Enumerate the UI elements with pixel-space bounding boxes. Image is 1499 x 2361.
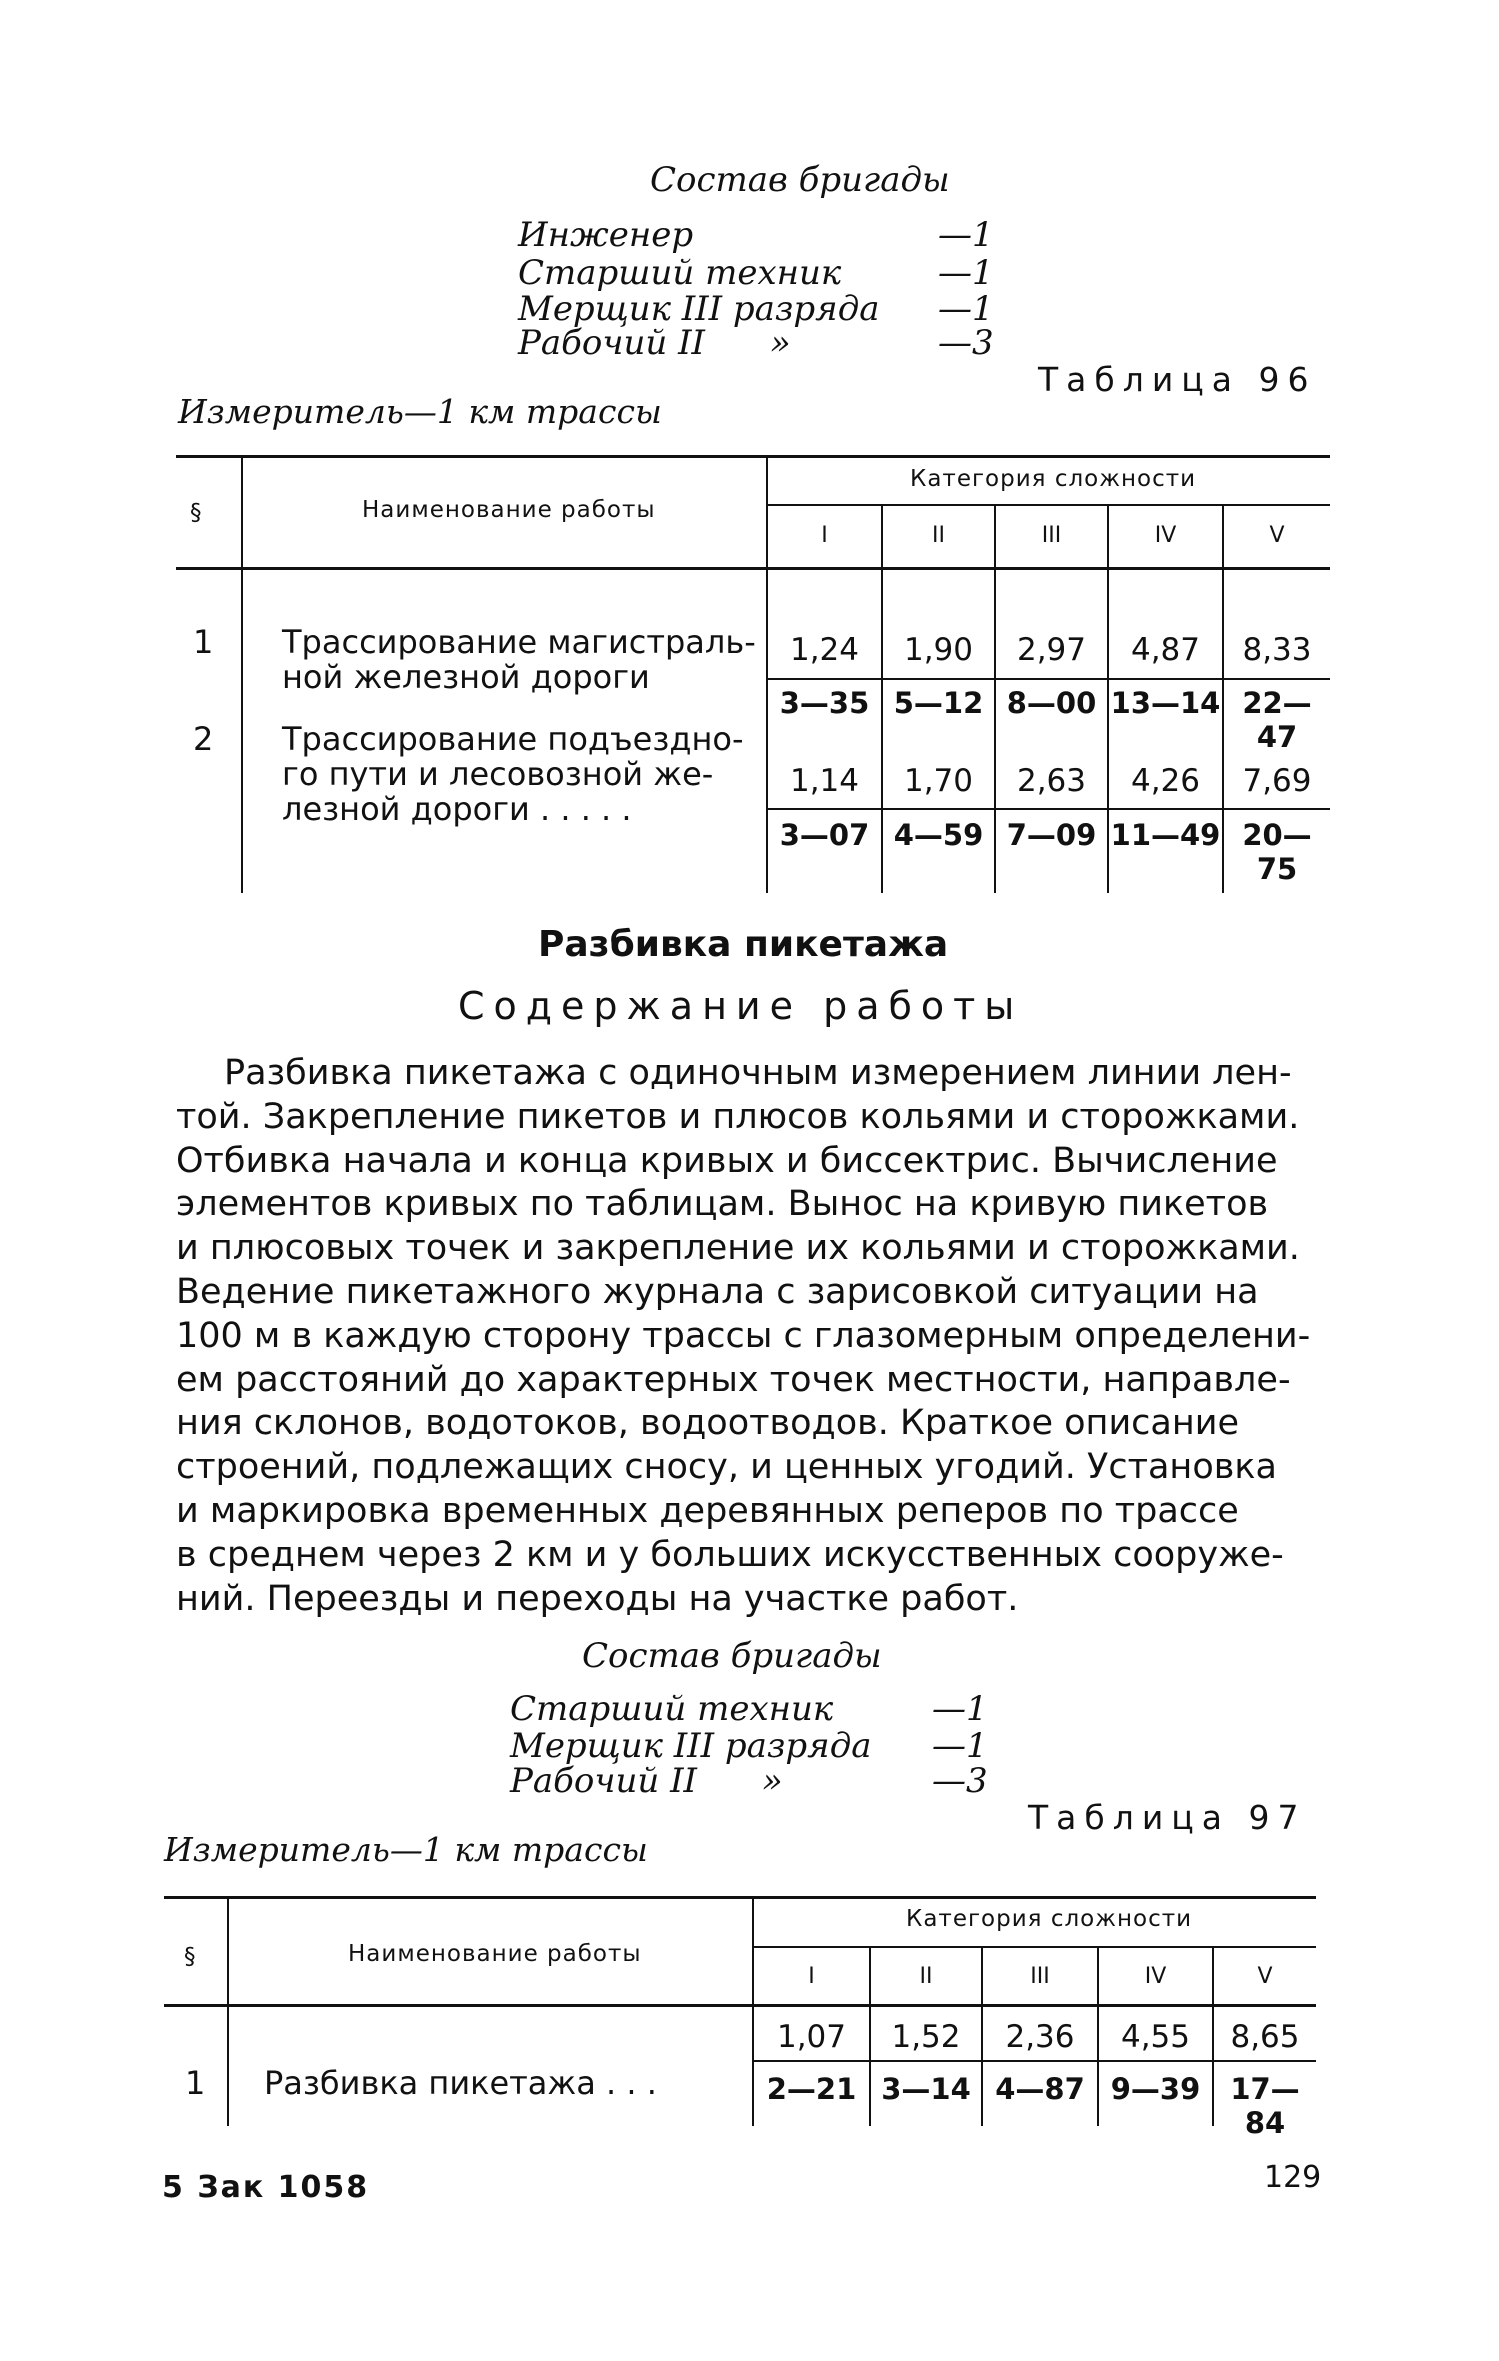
price: 3—35: [779, 686, 870, 720]
paragraph-line: и маркировка временных деревянных реперов по трассе: [176, 1490, 1239, 1531]
norm-time: 1,90: [903, 632, 974, 668]
crew-caption-bottom: Состав бригады: [582, 1636, 882, 1676]
col-header-name: Наименование работы: [348, 1941, 642, 1967]
row-number: 1: [193, 623, 214, 661]
price: 13—14: [1110, 686, 1221, 720]
table-rule: [164, 1896, 1316, 1899]
price: 9—39: [1110, 2072, 1201, 2106]
category-label: V: [1257, 1964, 1273, 1989]
row-number: 1: [185, 2064, 206, 2102]
price: 5—12: [893, 686, 984, 720]
category-label: II: [919, 1964, 933, 1989]
col-header-category: Категория сложности: [910, 466, 1197, 492]
paragraph-line: той. Закрепление пикетов и плюсов кольями и сторожками.: [176, 1096, 1300, 1137]
crew-member-name: Инженер: [518, 215, 694, 255]
col-header-num: §: [190, 500, 203, 526]
norm-time: 1,70: [903, 763, 974, 799]
price: 11—49: [1110, 818, 1221, 852]
category-label: III: [1041, 523, 1062, 548]
paragraph-line: Отбивка начала и конца кривых и биссектрис. Вычисление: [176, 1140, 1278, 1181]
price: 4—87: [995, 2072, 1085, 2106]
work-name-line: Трассирование магистраль-: [282, 623, 756, 661]
norm-time: 1,52: [891, 2019, 961, 2055]
work-name-line: лезной дороги . . . . .: [282, 790, 632, 828]
category-label: I: [821, 523, 828, 548]
crew-member-count: —1: [938, 253, 994, 293]
table-rule: [752, 2060, 1316, 2062]
norm-time: 2,63: [1016, 763, 1087, 799]
table-rule: [164, 2004, 1316, 2007]
work-name-line: ной железной дороги: [282, 658, 650, 696]
col-header-num: §: [184, 1944, 197, 1970]
col-header-name: Наименование работы: [362, 497, 656, 523]
table-label-97: Таблица 97: [1028, 1798, 1307, 1837]
category-label: V: [1269, 523, 1285, 548]
category-label: III: [1030, 1964, 1050, 1989]
table-divider: [241, 455, 243, 893]
table-label-96: Таблица 96: [1038, 360, 1317, 399]
section-subtitle: Содержание работы: [458, 984, 1024, 1028]
paragraph-line: и плюсовых точек и закрепление их кольями и сторожками.: [176, 1228, 1300, 1269]
crew-member-name: Старший техник: [510, 1689, 834, 1729]
crew-member-name: Мерщик III разряда: [518, 289, 880, 329]
norm-time: 4,87: [1130, 632, 1201, 668]
norm-time: 8,65: [1230, 2019, 1300, 2055]
paragraph-line: Ведение пикетажного журнала с зарисовкой ситуации на: [176, 1271, 1259, 1312]
crew-member-count: —1: [938, 215, 994, 255]
crew-member-count: —1: [932, 1726, 988, 1766]
price: 7—09: [1006, 818, 1097, 852]
price: 22—47: [1242, 686, 1312, 754]
price: 17—84: [1230, 2072, 1300, 2140]
category-label: II: [932, 523, 945, 548]
price: 8—00: [1006, 686, 1097, 720]
price: 3—07: [779, 818, 870, 852]
norm-time: 8,33: [1242, 632, 1312, 668]
crew-member-name: Рабочий II »: [510, 1761, 783, 1801]
col-header-category: Категория сложности: [906, 1906, 1193, 1932]
table-rule: [752, 1946, 1316, 1948]
norm-time: 2,36: [1005, 2019, 1075, 2055]
table-divider: [227, 1896, 229, 2126]
category-label: I: [808, 1964, 815, 1989]
paragraph-line: Разбивка пикетажа с одиночным измерением линии лен-: [224, 1053, 1292, 1093]
crew-member-name: Рабочий II »: [518, 323, 791, 363]
footer-print-mark: 5 Зак 1058: [162, 2170, 370, 2205]
norm-time: 2,97: [1016, 632, 1087, 668]
table-rule: [766, 504, 1330, 506]
category-label: IV: [1154, 523, 1177, 548]
paragraph-line: ния склонов, водотоков, водоотводов. Краткое описание: [176, 1403, 1240, 1444]
work-description: [176, 1052, 1346, 1621]
crew-member-name: Старший техник: [518, 253, 842, 293]
work-name-line: Разбивка пикетажа . . .: [264, 2064, 657, 2102]
crew-member-name: Мерщик III разряда: [510, 1726, 872, 1766]
crew-member-count: —3: [938, 323, 994, 363]
row-number: 2: [193, 720, 214, 758]
measure-unit-top: Измеритель—1 км трассы: [178, 392, 662, 431]
measure-unit-bottom: Измеритель—1 км трассы: [164, 1830, 648, 1869]
paragraph-line: в среднем через 2 км и у больших искусственных сооруже-: [176, 1534, 1284, 1575]
work-name-line: го пути и лесовозной же-: [282, 755, 714, 793]
price: 4—59: [893, 818, 984, 852]
paragraph-line: ний. Переезды и переходы на участке работ.: [176, 1578, 1019, 1619]
price: 20—75: [1242, 818, 1312, 886]
section-title: Разбивка пикетажа: [538, 924, 949, 965]
norm-time: 4,55: [1120, 2019, 1191, 2055]
norm-time: 1,07: [776, 2019, 847, 2055]
table-rule: [766, 678, 1330, 680]
table-rule: [176, 567, 1330, 570]
page-number: 129: [1264, 2160, 1322, 2195]
price: 2—21: [766, 2072, 857, 2106]
price: 3—14: [881, 2072, 971, 2106]
paragraph-line: 100 м в каждую сторону трассы с глазомерным определени-: [176, 1315, 1311, 1356]
paragraph-line: ем расстояний до характерных точек местности, направле-: [176, 1359, 1291, 1400]
paragraph-line: строений, подлежащих сносу, и ценных угодий. Установка: [176, 1447, 1277, 1488]
crew-caption-top: Состав бригады: [650, 160, 950, 200]
crew-member-count: —1: [932, 1689, 988, 1729]
crew-member-count: —1: [938, 289, 994, 329]
norm-time: 1,24: [789, 632, 860, 668]
norm-time: 4,26: [1130, 763, 1201, 799]
crew-member-count: —3: [932, 1761, 988, 1801]
table-rule: [766, 808, 1330, 810]
category-label: IV: [1144, 1964, 1167, 1989]
table-rule: [176, 455, 1330, 458]
work-name-line: Трассирование подъездно-: [282, 720, 744, 758]
norm-time: 7,69: [1242, 763, 1312, 799]
norm-time: 1,14: [789, 763, 860, 799]
paragraph-line: элементов кривых по таблицам. Вынос на кривую пикетов: [176, 1184, 1269, 1225]
